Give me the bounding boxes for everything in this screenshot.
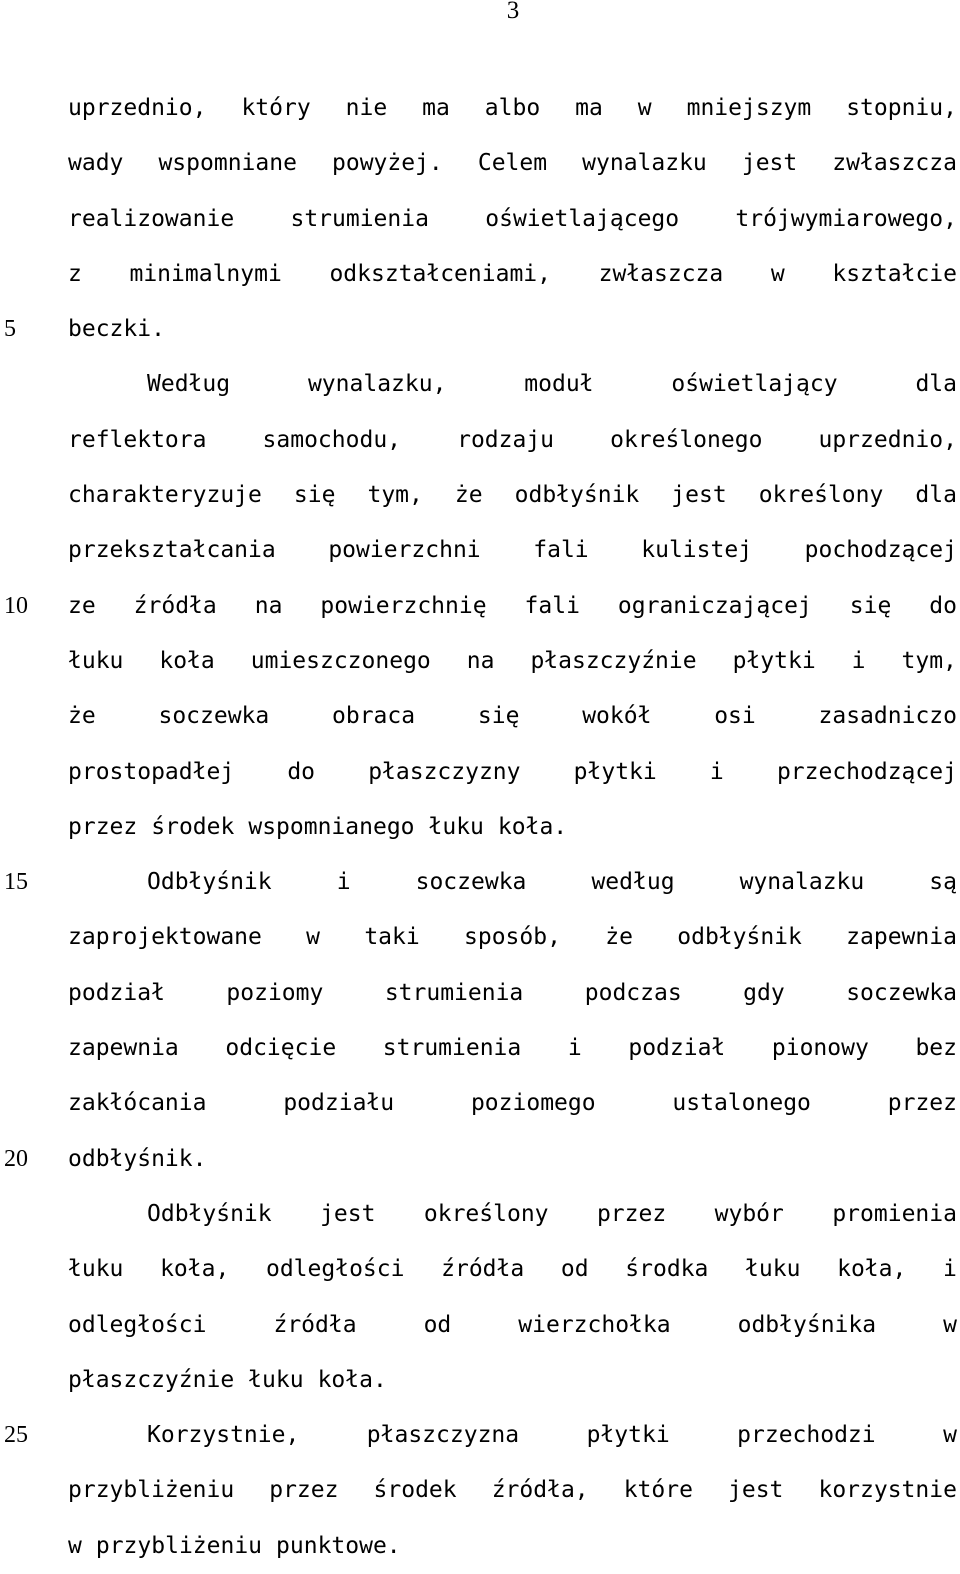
line-number: 5 — [4, 316, 16, 342]
document-body — [68, 81, 957, 1574]
word: płaszczyźnie — [530, 647, 697, 674]
word: charakteryzuje — [68, 482, 262, 509]
word: promienia — [832, 1200, 957, 1227]
word: płytki — [586, 1422, 670, 1449]
word: że — [68, 703, 96, 730]
word: się — [849, 592, 892, 619]
text-line — [68, 136, 957, 191]
text-line — [68, 855, 957, 910]
word: oświetlającego — [485, 205, 680, 232]
word: podział — [68, 979, 165, 1006]
word: od — [560, 1256, 589, 1283]
line-number: 10 — [4, 593, 28, 619]
word: łuku — [248, 1366, 304, 1393]
text-line — [68, 302, 957, 357]
word: źródła, — [491, 1477, 589, 1504]
word: które — [623, 1477, 693, 1504]
word: zasadniczo — [818, 703, 957, 730]
word: uprzednio, — [818, 426, 957, 453]
word: ma — [575, 95, 603, 121]
line-number: 25 — [4, 1422, 28, 1448]
word: przez — [269, 1477, 339, 1504]
word: do — [287, 758, 316, 785]
word: płytki — [732, 647, 816, 674]
word: do — [929, 592, 957, 619]
word: odległości — [68, 1311, 207, 1338]
word: korzystnie — [818, 1477, 957, 1504]
word: że — [454, 482, 483, 509]
word: według — [591, 869, 675, 896]
word: w — [943, 1422, 957, 1449]
word: łuku — [745, 1256, 801, 1283]
word: że — [605, 924, 633, 951]
word: środek — [151, 813, 235, 840]
word: i — [336, 869, 351, 896]
word: który — [241, 95, 311, 121]
word: koła — [159, 647, 215, 674]
word: środka — [625, 1256, 709, 1283]
word: uprzednio, — [68, 95, 207, 121]
page-number: 3 — [506, 0, 520, 24]
word: albo — [484, 95, 541, 121]
word: podczas — [584, 979, 682, 1006]
word: w — [770, 260, 785, 287]
line-number-margin — [0, 0, 40, 1559]
word: łuku — [68, 1256, 124, 1283]
word: źródła — [441, 1256, 525, 1283]
word: oświetlający — [671, 371, 838, 398]
word: odbłyśnik. — [68, 1145, 207, 1172]
word: i — [851, 647, 866, 674]
word: poziomy — [226, 979, 324, 1006]
word: wokół — [582, 703, 652, 730]
word: od — [423, 1311, 452, 1338]
word: ustalonego — [672, 1090, 811, 1117]
word: trójwymiarowego, — [735, 205, 957, 232]
word: wady — [68, 150, 124, 177]
word: osi — [714, 703, 756, 730]
word: odległości — [265, 1256, 405, 1283]
word: obraca — [332, 703, 416, 730]
word: nie — [345, 95, 388, 121]
word: kształcie — [832, 260, 957, 287]
word: koła. — [497, 813, 568, 840]
word: łuku — [68, 647, 124, 674]
word: umieszczonego — [250, 647, 431, 674]
word: zakłócania — [68, 1090, 207, 1117]
line-number: 20 — [4, 1146, 28, 1172]
word: jest — [741, 150, 798, 177]
word: się — [477, 703, 520, 730]
text-line — [68, 523, 957, 578]
word: Korzystnie, — [147, 1422, 300, 1449]
word: kulistej — [641, 537, 753, 564]
word: odbłyśnik — [677, 924, 802, 951]
word: tym, — [901, 647, 957, 674]
word: beczki. — [68, 316, 165, 343]
word: stopniu, — [846, 95, 957, 121]
word: bez — [915, 1035, 957, 1062]
text-line — [68, 1187, 957, 1242]
word: gdy — [743, 979, 785, 1006]
word: pionowy — [771, 1035, 869, 1062]
text-line — [68, 634, 957, 689]
word: płaszczyzny — [368, 758, 521, 785]
text-line — [68, 745, 957, 800]
text-line — [68, 357, 957, 412]
word: koła, — [160, 1256, 230, 1283]
word: wierzchołka — [518, 1311, 671, 1338]
word: zwłaszcza — [598, 260, 724, 287]
text-line — [68, 966, 957, 1021]
word: przez — [68, 813, 138, 840]
word: soczewka — [846, 979, 957, 1006]
word: Celem — [477, 150, 548, 177]
word: punktowe. — [276, 1532, 401, 1559]
word: zwłaszcza — [832, 150, 957, 177]
text-line — [68, 910, 957, 965]
text-line — [68, 413, 957, 468]
word: i — [567, 1035, 582, 1062]
word: minimalnymi — [129, 260, 282, 287]
word: mniejszym — [686, 95, 812, 121]
word: wynalazku — [582, 150, 707, 177]
text-line — [68, 192, 957, 247]
word: w — [306, 924, 321, 951]
word: powierzchni — [328, 537, 481, 564]
word: wynalazku, — [307, 371, 447, 398]
word: przybliżeniu — [68, 1477, 235, 1504]
word: jest — [320, 1200, 376, 1227]
text-line — [68, 1021, 957, 1076]
text-line — [68, 1242, 957, 1297]
word: tym, — [367, 482, 423, 509]
word: źródła — [133, 592, 217, 619]
word: określony — [423, 1200, 549, 1227]
word: moduł — [524, 371, 594, 398]
word: przez — [887, 1090, 957, 1117]
text-line — [68, 1408, 957, 1463]
text-line — [68, 468, 957, 523]
word: określonego — [610, 426, 763, 453]
word: przybliżeniu — [95, 1532, 263, 1559]
word: na — [466, 647, 495, 674]
word: Według — [147, 371, 231, 398]
word: Odbłyśnik — [147, 1200, 272, 1227]
word: w — [943, 1311, 957, 1338]
word: powyżej. — [332, 150, 443, 177]
text-line — [68, 247, 957, 302]
word: prostopadłej — [68, 758, 235, 785]
word: się — [293, 482, 336, 509]
text-line — [68, 81, 957, 136]
word: jest — [671, 482, 727, 509]
word: przekształcania — [68, 537, 276, 564]
word: zapewnia — [846, 924, 957, 951]
text-line — [68, 1132, 957, 1187]
word: sposób, — [464, 924, 561, 951]
word: reflektora — [68, 426, 207, 453]
word: wybór — [714, 1200, 784, 1227]
word: wspomnianego — [248, 813, 415, 840]
text-line — [68, 1076, 957, 1131]
text-line — [68, 1463, 957, 1518]
word: podział — [628, 1035, 726, 1062]
word: i — [943, 1256, 957, 1283]
word: przechodzącej — [776, 758, 957, 785]
word: w — [637, 95, 652, 121]
text-line — [68, 1353, 957, 1408]
word: jest — [728, 1477, 784, 1504]
word: ma — [422, 95, 450, 121]
text-line — [68, 1298, 957, 1353]
word: koła, — [837, 1256, 907, 1283]
word: źródła — [273, 1311, 357, 1338]
text-line — [68, 579, 957, 634]
word: soczewka — [158, 703, 270, 730]
word: strumienia — [382, 1035, 522, 1062]
word: przez — [596, 1200, 667, 1227]
word: zapewnia — [68, 1035, 179, 1062]
word: soczewka — [415, 869, 527, 896]
word: płaszczyzna — [366, 1422, 520, 1449]
word: określony — [758, 482, 884, 509]
word: koła. — [317, 1366, 387, 1393]
text-line — [68, 800, 957, 855]
word: płaszczyźnie — [68, 1366, 235, 1393]
word: z — [68, 260, 82, 287]
word: realizowanie — [68, 205, 235, 232]
word: przechodzi — [737, 1422, 876, 1449]
text-line — [68, 1519, 957, 1574]
word: łuku — [428, 813, 484, 840]
word: odcięcie — [225, 1035, 337, 1062]
word: w — [68, 1532, 82, 1559]
word: pochodzącej — [804, 537, 957, 564]
word: taki — [364, 924, 420, 951]
word: ze — [68, 592, 96, 619]
word: strumienia — [384, 979, 524, 1006]
word: zaprojektowane — [68, 924, 262, 951]
word: rodzaju — [457, 426, 555, 453]
word: strumienia — [290, 205, 429, 232]
word: środek — [373, 1477, 457, 1504]
word: i — [709, 758, 724, 785]
word: wynalazku — [739, 869, 865, 896]
word: podziału — [283, 1090, 395, 1117]
word: dla — [915, 482, 957, 509]
word: odkształceniami, — [329, 260, 551, 287]
word: fali — [533, 537, 589, 564]
word: powierzchnię — [320, 592, 487, 619]
word: odbłyśnika — [737, 1311, 877, 1338]
word: dla — [915, 371, 957, 398]
word: odbłyśnik — [514, 482, 640, 509]
word: samochodu, — [262, 426, 402, 453]
line-number: 15 — [4, 869, 28, 895]
word: poziomego — [470, 1090, 596, 1117]
word: fali — [524, 592, 580, 619]
word: płytki — [573, 758, 657, 785]
word: wspomniane — [158, 150, 297, 177]
word: na — [254, 592, 283, 619]
word: ograniczającej — [617, 592, 812, 619]
word: są — [929, 869, 957, 896]
word: Odbłyśnik — [147, 869, 272, 896]
text-line — [68, 689, 957, 744]
